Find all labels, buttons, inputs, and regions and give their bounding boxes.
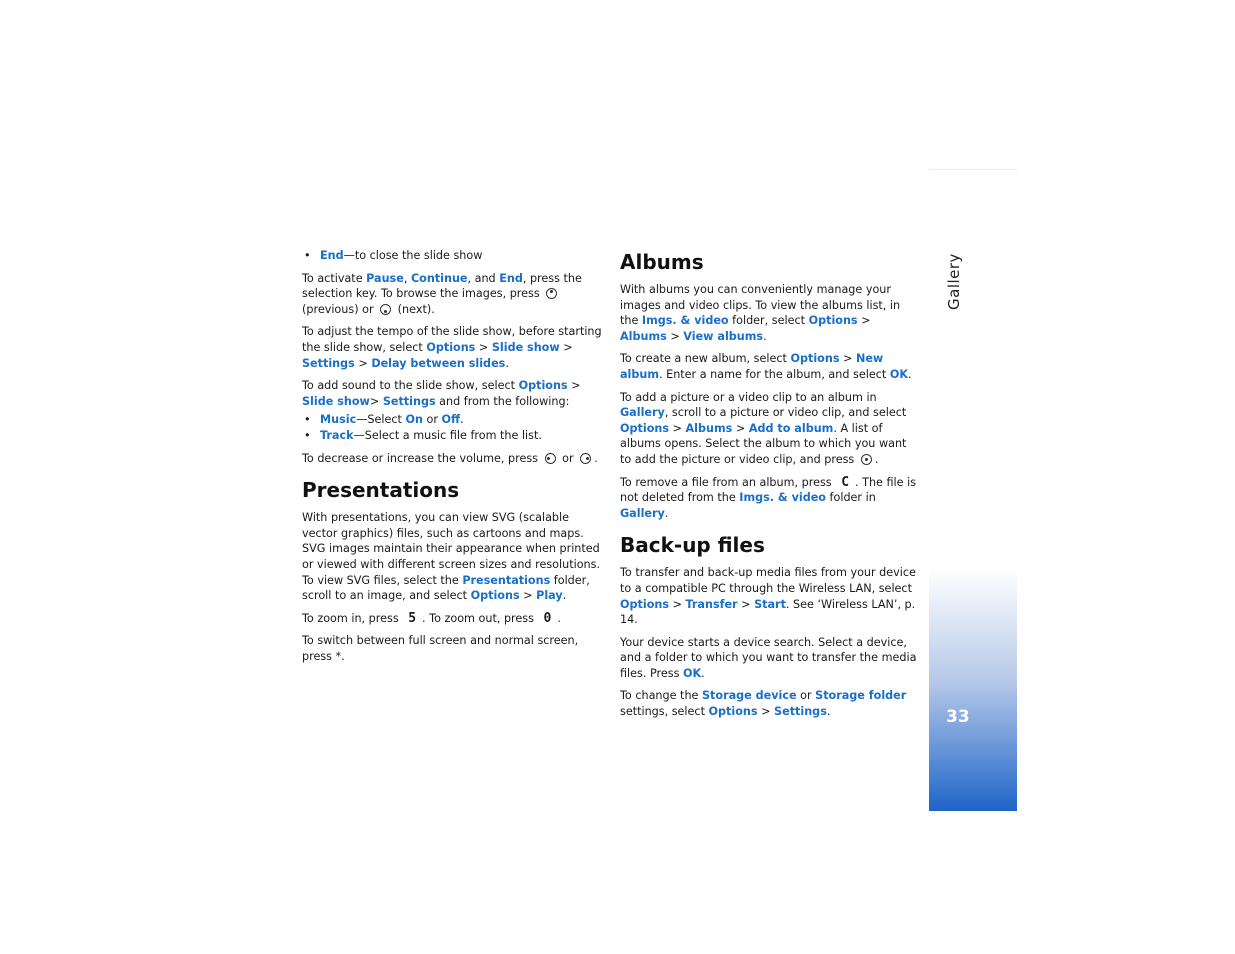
paragraph-volume: To decrease or increase the volume, press or . [302,451,598,465]
right-column [620,248,920,727]
paragraph-zoom: To zoom in, press 5 . To zoom out, press 0 . [302,610,561,626]
selection-key-icon [861,454,872,465]
paragraph-device-search: Your device starts a device search. Select a device, and a folder to which you want to transfer the media files. Press OK. [620,635,917,680]
bullet-list-end [302,248,602,264]
paragraph-fullscreen: To switch between full screen and normal screen, press *. [302,634,579,663]
list-item: • Music—Select On or Off. [302,412,602,428]
heading-presentations: Presentations [302,478,460,503]
paragraph-sound: To add sound to the slide show, select Options > Slide show> Settings and from the following: [302,379,581,408]
section-sidebar [929,169,1017,811]
menu-term: End [320,249,344,262]
clear-key-icon: C [841,474,850,490]
scroll-left-key-icon [545,453,556,464]
paragraph-change-storage: To change the Storage device or Storage folder settings, select Options > Settings. [620,689,907,719]
section-title: Gallery [945,253,963,310]
key-0-icon: 0 [543,610,552,626]
bullet-list-sound [302,412,602,443]
key-5-icon: 5 [408,610,417,626]
paragraph-activate: To activate Pause, Continue, and End, press the selection key. To browse the images, press (previous) or (next). [302,271,582,316]
list-item: • End—to close the slide show [302,248,602,264]
heading-backup-files: Back-up files [620,533,765,558]
heading-albums: Albums [620,250,704,274]
paragraph-create-album: To create a new album, select Options > New album. Enter a name for the album, and select OK. [620,352,912,381]
scroll-right-key-icon [580,453,591,464]
paragraph-transfer: To transfer and back-up media files from your device to a compatible PC through the Wireless LAN, select Options > Transfer > Start. See ‘Wireless LAN’, p. 14. [620,566,916,627]
paragraph-svg: With presentations, you can view SVG (scalable vector graphics) files, such as cartoons and maps. SVG images maintain their appearance when printed or viewed with different screen sizes and resolutions. To view SVG files, select the Presentations folder, scroll to an image, and select Options > Play. [302,511,601,603]
paragraph-albums: With albums you can conveniently manage your images and video clips. To view the albums list, in the Imgs. & video folder, select Options > Albums > View albums. [620,283,901,343]
left-column [302,248,602,671]
scroll-up-key-icon [546,288,557,299]
scroll-down-key-icon [380,304,391,315]
paragraph-tempo: To adjust the tempo of the slide show, before starting the slide show, select Options > Slide show > Settings > Delay between slides. [302,325,602,370]
paragraph-remove-file: To remove a file from an album, press C . The file is not deleted from the Imgs. & video folder in Gallery. [620,474,917,520]
list-item: • Track—Select a music file from the list. [302,428,602,444]
paragraph-add-to-album: To add a picture or a video clip to an album in Gallery, scroll to a picture or video clip, and select Options > Albums > Add to album. A list of albums opens. Select the album to which you want to add the picture or video clip, and press . [620,390,907,466]
page-number: 33 [946,707,970,727]
